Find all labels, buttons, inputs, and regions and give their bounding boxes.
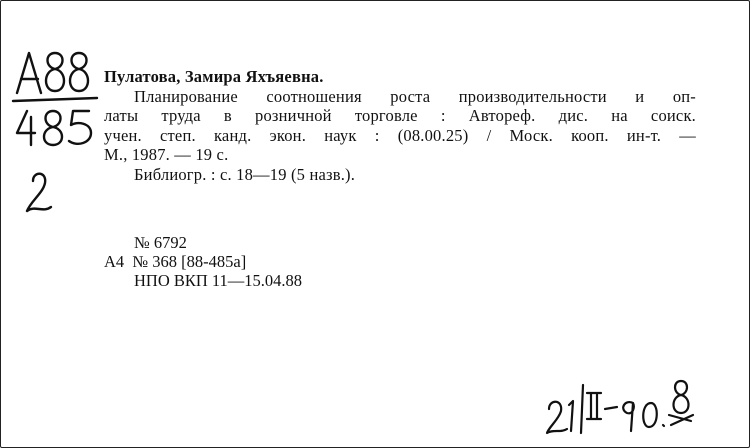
- bibliography-note: Библиогр. : с. 18—19 (5 назв.).: [134, 164, 356, 184]
- a4-number: № 368 [88-485а]: [132, 252, 247, 271]
- record-number: № 6792: [134, 233, 187, 252]
- a4-label: А4: [104, 252, 125, 271]
- a4-row: [104, 252, 302, 271]
- title-line-3: учен. степ. канд. экон. наук : (08.00.25) / Моск. кооп. ин-т. —: [104, 125, 696, 145]
- npo-line: НПО ВКП 11—15.04.88: [134, 271, 303, 290]
- title-line-2: латы труда в розничной торговле : Автореф. дис. на соиск.: [104, 106, 696, 125]
- title-line-1: Планирование соотношения роста производительности и оп-: [134, 86, 696, 106]
- accession-numbers: [104, 233, 302, 290]
- bibliographic-record: [104, 67, 696, 184]
- shelfmark-handwritten: [11, 45, 99, 225]
- author-heading: Пулатова, Замира Яхъяевна.: [104, 67, 324, 86]
- handwritten-date: [541, 375, 711, 441]
- title-line-4: М., 1987. — 19 с.: [104, 145, 229, 164]
